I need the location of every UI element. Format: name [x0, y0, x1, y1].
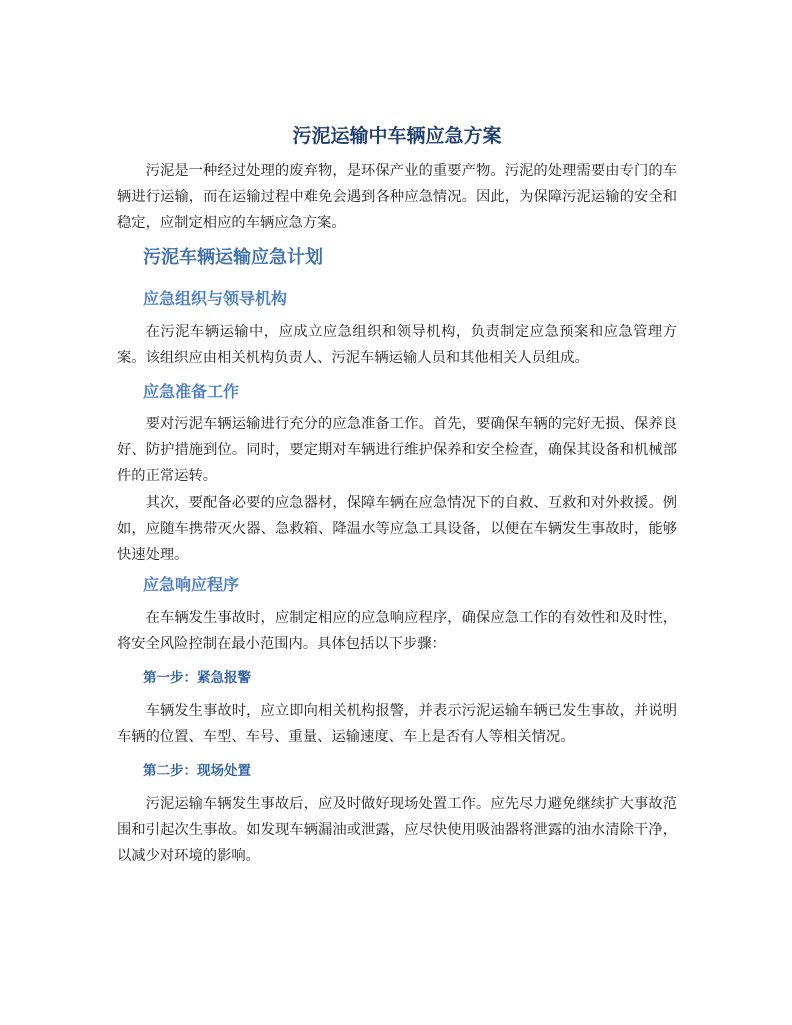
paragraph-response: 在车辆发生事故时，应制定相应的应急响应程序，确保应急工作的有效性和及时性，将安全风险控制在最小范围内。具体包括以下步骤：	[117, 610, 677, 652]
paragraph-preparation-1: 要对污泥车辆运输进行充分的应急准备工作。首先，要确保车辆的完好无损、保养良好、防护措施到位。同时，要定期对车辆进行维护保养和安全检查，确保其设备和机械部件的正常运转。	[117, 416, 677, 484]
heading-response: 应急响应程序	[143, 575, 240, 594]
paragraph-organization: 在污泥车辆运输中，应成立应急组织和领导机构，负责制定应急预案和应急管理方案。该组织应由相关机构负责人、污泥车辆运输人员和其他相关人员组成。	[117, 324, 677, 366]
heading-organization: 应急组织与领导机构	[143, 289, 288, 308]
intro-paragraph: 污泥是一种经过处理的废弃物，是环保产业的重要产物。污泥的处理需要由专门的车辆进行运输，而在运输过程中难免会遇到各种应急情况。因此，为保障污泥运输的安全和稳定，应制定相应的车辆应急方案。	[117, 163, 677, 231]
paragraph-step-2: 污泥运输车辆发生事故后，应及时做好现场处置工作。应先尽力避免继续扩大事故范围和引起次生事故。如发现车辆漏油或泄露，应尽快使用吸油器将泄露的油水清除干净，以减少对环境的影响。	[117, 796, 677, 864]
heading-step-1: 第一步：紧急报警	[143, 670, 251, 686]
paragraph-preparation-2: 其次，要配备必要的应急器材，保障车辆在应急情况下的自救、互救和对外救援。例如，应随车携带灭火器、急救箱、降温水等应急工具设备，以便在车辆发生事故时，能够快速处理。	[117, 495, 677, 563]
page-title: 污泥运输中车辆应急方案	[292, 125, 502, 147]
heading-preparation: 应急准备工作	[143, 382, 240, 401]
heading-step-2: 第二步：现场处置	[143, 763, 251, 779]
paragraph-step-1: 车辆发生事故时，应立即向相关机构报警，并表示污泥运输车辆已发生事故，并说明车辆的位置、车型、车号、重量、运输速度、车上是否有人等相关情况。	[117, 703, 677, 745]
section-heading: 污泥车辆运输应急计划	[143, 247, 323, 268]
